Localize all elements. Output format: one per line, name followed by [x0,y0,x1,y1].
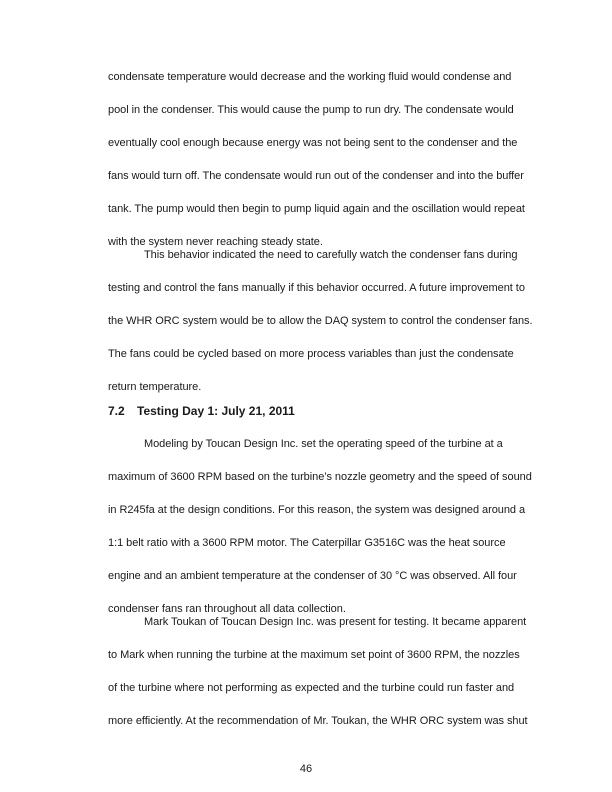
text-line: of the turbine where not performing as expected and the turbine could run faster and [108,682,515,694]
text-line: tank. The pump would then begin to pump liquid again and the oscillation would repeat [108,203,525,215]
text-line: eventually cool enough because energy was not being sent to the condenser and the [108,137,518,149]
text-line: engine and an ambient temperature at the condenser of 30 °C was observed. All four [108,570,517,582]
text-line: in R245fa at the design conditions. For this reason, the system was designed around a [108,504,526,516]
text-line: return temperature. [108,381,202,393]
text-line: with the system never reaching steady state. [108,236,323,248]
text-line: fans would turn off. The condensate would run out of the condenser and into the buffer [108,170,524,182]
text-line: pool in the condenser. This would cause the pump to run dry. The condensate would [108,104,514,116]
text-line: the WHR ORC system would be to allow the DAQ system to control the condenser fans. [108,315,533,327]
text-line: This behavior indicated the need to carefully watch the condenser fans during [144,249,518,261]
text-line: 1:1 belt ratio with a 3600 RPM motor. The Caterpillar G3516C was the heat source [108,537,506,549]
text-line: condensate temperature would decrease and the working fluid would condense and [108,71,512,83]
text-line: condenser fans ran throughout all data collection. [108,603,346,615]
text-line: The fans could be cycled based on more process variables than just the condensate [108,348,514,360]
text-line: Mark Toukan of Toucan Design Inc. was present for testing. It became apparent [144,616,527,628]
page-number: 46 [299,763,313,775]
text-line: Modeling by Toucan Design Inc. set the operating speed of the turbine at a [144,438,503,450]
section-heading-text [108,404,295,418]
text-line: testing and control the fans manually if this behavior occurred. A future improvement to [108,282,525,294]
text-line: maximum of 3600 RPM based on the turbine’s nozzle geometry and the speed of sound [108,471,532,483]
text-line: more efficiently. At the recommendation of Mr. Toukan, the WHR ORC system was shut [108,715,528,727]
section-title: Testing Day 1: July 21, 2011 [137,404,295,418]
section-number: 7.2 [108,404,125,418]
text-line: to Mark when running the turbine at the maximum set point of 3600 RPM, the nozzles [108,649,520,661]
